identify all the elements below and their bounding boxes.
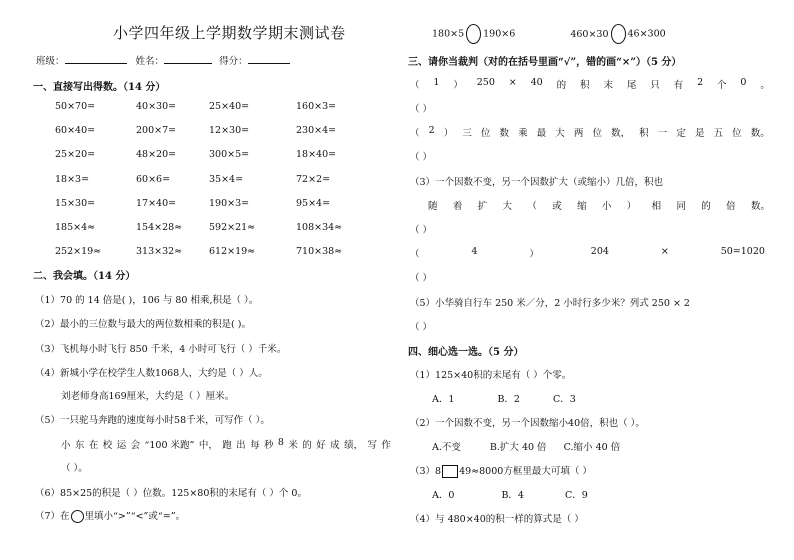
s3-q1 (410, 77, 770, 91)
calc-item: 710×38≈ (296, 246, 343, 258)
text-char: 50=1020 (720, 246, 765, 257)
s4-q2-options (432, 439, 620, 453)
text-char: 一 (657, 128, 668, 139)
text-char: 每 (250, 440, 260, 451)
s3-q3-paren: （ ） (410, 225, 433, 236)
answer-box-icon[interactable] (442, 465, 458, 478)
s4-q1-options (432, 391, 576, 405)
text-char: 的 (701, 201, 711, 212)
text-char: 最 (536, 128, 547, 139)
compare1-right: 190×6 (483, 28, 516, 40)
compare1-left: 180×5 (432, 28, 465, 40)
text-char: × (660, 246, 669, 257)
student-info-line (36, 53, 290, 67)
text-char: 作 (381, 440, 391, 451)
s2-q5: （5）一只驼马奔跑的速度每小时58千米，可写作（ ）。 (35, 415, 270, 426)
s2-q2: （2）最小的三位数与最大的两位数相乘的积是( )。 (35, 319, 251, 330)
text-char: 只 (650, 80, 660, 91)
s4-q1: （1）125×40积的末尾有（ ）个零。 (410, 370, 572, 381)
s4-q3-prefix: （3）8 (410, 466, 442, 477)
text-char: 着 (452, 201, 463, 212)
name-label: 姓名： (135, 56, 165, 67)
text-char: 数。 (750, 128, 770, 139)
text-char: 是 (694, 128, 705, 139)
page-title: 小学四年级上学期数学期末测试卷 (113, 24, 346, 42)
text-char: 尾 (626, 80, 637, 91)
text-char: 写 (367, 440, 377, 451)
text-char: 204 (590, 246, 609, 257)
s3-q2 (410, 125, 770, 139)
s3-q4 (410, 246, 765, 260)
calc-item: 190×3= (209, 197, 250, 209)
text-char: 小 (61, 440, 71, 451)
text-char: 定 (676, 128, 686, 139)
option-a[interactable]: A．1 (432, 394, 455, 405)
text-char: 40 (530, 77, 543, 88)
text-char: 的 (302, 440, 312, 451)
compare-row (432, 24, 666, 44)
text-char: 或 (552, 201, 562, 212)
score-label: 得分： (219, 56, 248, 67)
text-char: ） (529, 249, 539, 260)
text-char: （ (410, 80, 420, 91)
text-char: 的 (556, 80, 567, 91)
text-char: 校 (102, 440, 113, 451)
text-char: 0 (740, 77, 747, 88)
compare-oval-icon[interactable] (466, 24, 481, 44)
s4-q4: （4）与 480×40的积一样的算式是（ ） (410, 514, 584, 525)
compare-circle-icon (71, 510, 84, 523)
s2-q1: （1）70 的 14 倍是( )，106 与 80 相乘,积是（ ）。 (35, 295, 259, 306)
text-char: 倍 (726, 201, 736, 212)
calc-item: 160×3= (296, 101, 337, 112)
s2-q4: （4）新城小学在校学生人数1068人，大约是（ ）人。 (35, 368, 268, 379)
compare2-right: 46×300 (627, 28, 666, 40)
s2-q3: （3）飞机每小时飞行 850 千米，4 小时可飞行（ ）千米。 (35, 344, 287, 355)
text-char: 绩， (344, 440, 364, 451)
text-char: 跑 (222, 440, 232, 451)
calc-item: 25×40= (209, 101, 250, 112)
s4-q2: （2）一个因数不变，另一个因数缩小40倍，积也（ ）。 (410, 418, 645, 429)
score-blank[interactable] (248, 53, 290, 64)
calc-item: 48×20= (136, 149, 177, 161)
calc-item: 252×19≈ (55, 246, 102, 258)
text-char: 位 (732, 128, 742, 139)
text-char: 积 (580, 80, 590, 91)
s2-q7 (35, 508, 185, 523)
text-char: 乘 (518, 128, 528, 139)
calc-item: 200×7= (136, 125, 177, 137)
option-c[interactable]: C.缩小 40 倍 (563, 442, 621, 453)
calc-item: 15×30= (55, 197, 96, 209)
text-char: 2 (697, 77, 704, 88)
s2-q7-prefix: （7）在 (35, 511, 70, 522)
text-char: 米 (288, 440, 298, 451)
text-char: 积 (639, 128, 649, 139)
s3-q5-paren: （ ） (410, 322, 433, 333)
text-char: 会 (130, 440, 141, 451)
text-char: 大 (502, 201, 513, 212)
s4-q3-suffix: 49≈8000方框里最大可填（ ） (459, 466, 592, 477)
section3-title: 三、请你当裁判（对的在括号里画“√”，错的画“×”）（5 分） (408, 57, 682, 68)
text-char: 中， (198, 440, 218, 451)
text-char: 1 (433, 77, 440, 88)
text-char: 末 (603, 80, 613, 91)
text-char: 位 (592, 128, 602, 139)
calc-item: 18×3= (55, 173, 90, 185)
s2-q7-suffix: 里填小“>”“<”或“=”。 (84, 511, 186, 522)
section1-title: 一、直接写出得数。（14 分） (33, 82, 166, 93)
text-char: “100 米跑” (144, 440, 195, 451)
text-char: 大 (555, 128, 565, 139)
s3-q3b (428, 198, 770, 212)
text-char: （ (527, 201, 537, 212)
text-char: 相 (651, 201, 662, 212)
compare-oval-icon[interactable] (611, 24, 626, 44)
text-char: 好 (316, 440, 326, 451)
calc-item: 25×20= (55, 149, 96, 161)
text-char: 东 (74, 440, 85, 451)
text-char: 个 (717, 80, 727, 91)
class-blank[interactable] (65, 53, 127, 64)
text-char: 秒 (264, 440, 274, 451)
option-b[interactable]: B．2 (497, 394, 520, 405)
option-b[interactable]: B.扩大 40 倍 (489, 442, 547, 453)
calc-item: 50×70= (55, 101, 96, 112)
text-char: 4 (471, 246, 478, 257)
text-char: 五 (713, 128, 724, 139)
text-char: ） (453, 80, 463, 91)
option-c[interactable]: C．9 (565, 490, 588, 501)
calc-item: 230×4= (296, 125, 337, 137)
s2-q5b (61, 437, 391, 451)
text-char: 数。 (750, 201, 770, 212)
option-c[interactable]: C．3 (553, 394, 576, 405)
text-char: 数 (499, 128, 510, 139)
s3-q5a: （5）小华骑自行车 250 米／分，2 小时行多少米？列式 250 × 2 (410, 298, 690, 309)
text-char: ） (443, 128, 454, 139)
s3-q3a: （3）一个因数不变，另一个因数扩大（或缩小）几倍，积也 (410, 177, 664, 188)
text-char: （ (410, 249, 420, 260)
text-char: 有 (673, 80, 684, 91)
calc-item: 40×30= (136, 101, 177, 112)
text-char: 三 (462, 128, 472, 139)
calc-item: 154×28≈ (136, 222, 183, 233)
s3-q4-paren: （ ） (410, 273, 433, 284)
text-char: 250 (476, 77, 495, 88)
name-blank[interactable] (164, 53, 212, 64)
section2-title: 二、我会填。（14 分） (33, 271, 136, 282)
s4-q3 (410, 463, 592, 478)
s4-q3-options (432, 487, 588, 501)
s2-q4b: 刘老师身高169厘米，大约是（ ）厘米。 (61, 391, 235, 402)
option-b[interactable]: B．4 (501, 490, 524, 501)
text-char: 8 (277, 437, 284, 448)
text-char: （ (410, 128, 420, 139)
calc-item: 300×5= (209, 149, 250, 161)
text-char: 同 (676, 201, 686, 212)
option-a[interactable]: A.不变 (432, 442, 461, 453)
calc-item: 313×32≈ (136, 246, 183, 258)
text-char: 在 (88, 440, 99, 451)
calc-item: 95×4= (296, 197, 331, 209)
text-char: 扩 (477, 201, 488, 212)
calc-item: 185×4≈ (55, 222, 96, 233)
text-char: 运 (116, 440, 127, 451)
calc-item: 60×40= (55, 125, 96, 137)
calc-item: 592×21≈ (209, 222, 256, 233)
s2-q6: （6）85×25的积是（ ）位数。125×80积的末尾有（ ）个 0。 (35, 488, 307, 499)
text-char: 随 (428, 201, 438, 212)
text-char: 2 (428, 125, 435, 136)
text-char: × (508, 77, 517, 88)
section4-title: 四、细心选一选。（5 分） (408, 347, 524, 358)
option-a[interactable]: A．0 (432, 490, 455, 501)
text-char: 数， (611, 128, 631, 139)
calc-item: 60×6= (136, 173, 171, 185)
calc-item: 108×34≈ (296, 222, 343, 233)
calc-item: 17×40= (136, 197, 177, 209)
calc-item: 12×30= (209, 125, 250, 137)
text-char: 成 (330, 440, 340, 451)
s3-q1-paren: （ ） (410, 104, 433, 115)
calc-item: 18×40= (296, 149, 337, 161)
text-char: 。 (760, 80, 770, 91)
s2-q5c: （ ）。 (61, 463, 88, 474)
text-char: 出 (236, 440, 246, 451)
text-char: 两 (573, 128, 584, 139)
compare2-left: 460×30 (570, 28, 609, 40)
text-char: 位 (480, 128, 491, 139)
class-label: 班级： (36, 56, 65, 67)
text-char: ） (626, 201, 637, 212)
calc-item: 612×19≈ (209, 246, 256, 258)
calc-item: 35×4= (209, 173, 244, 185)
text-char: 小 (601, 201, 612, 212)
calc-item: 72×2= (296, 173, 331, 185)
s3-q2-paren: （ ） (410, 152, 433, 163)
text-char: 缩 (577, 201, 587, 212)
